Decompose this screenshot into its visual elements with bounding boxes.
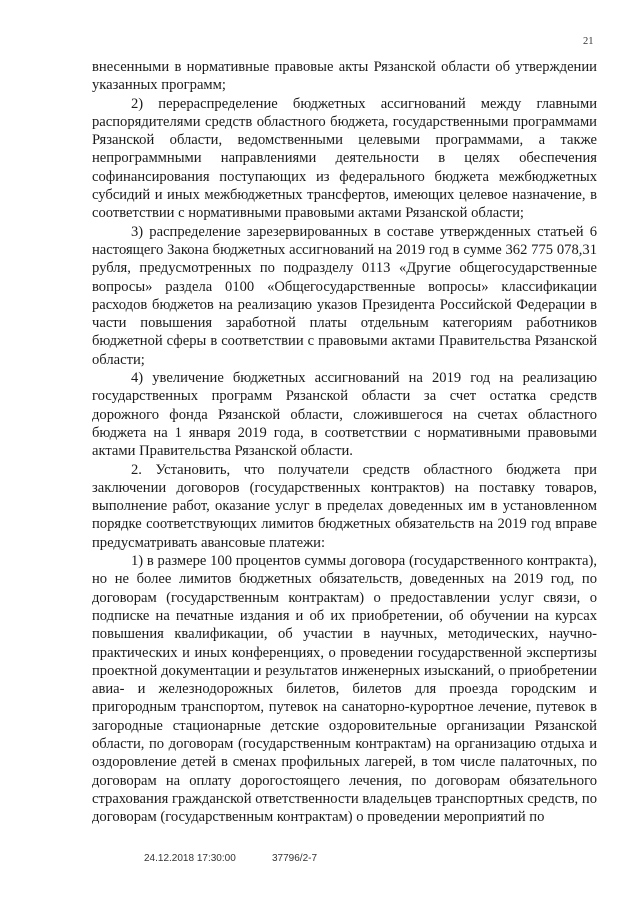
paragraph-subitem-1: 1) в размере 100 процентов суммы договора (государственного контракта), но не более лимитов бюджетных обязательств, доведенных на 2019 год, по договорам (государственным контрактам) о предоставлении услуг связи, о подписке на печатные издания и об их приобретении, об обучении на курсах повышения квалификации, об участии в научных, методических, научно-практических и иных конференциях, о проведении государственной экспертизы проектной документации и результатов инженерных изысканий, о приобретении авиа- и железнодорожных билетов, билетов для проезда городским и пригородным транспортом, путевок на санаторно-курортное лечение, путевок в загородные стационарные детские оздоровительные организации Рязанской области, по договорам (государственным контрактам) на организацию отдыха и оздоровление детей в сменах профильных лагерей, в том числе палаточных, по договорам на оплату дорогостоящего лечения, по договорам обязательного страхования гражданской ответственности владельцев транспортных средств, по договорам (государственным контрактам) о проведении мероприятий по [92,553,597,826]
footer-document-code: 37796/2-7 [272,853,318,864]
page-number: 21 [583,36,594,47]
paragraph-item-2: 2) перераспределение бюджетных ассигнований между главными распорядителями средств областного бюджета, государственными программами Рязанской области, ведомственными целевыми программами, а также непрограммными направлениями деятельности в целях обеспечения софинансирования поступающих из федерального бюджета межбюджетных субсидий и иных межбюджетных трансфертов, имеющих целевое назначение, в соответствии с нормативными правовыми актами Рязанской области; [92,95,597,222]
paragraph-item-4: 4) увеличение бюджетных ассигнований на 2019 год на реализацию государственных программ Рязанской области за счет остатка средств дорожного фонда Рязанской области, сложившегося на счетах областного бюджета на 1 января 2019 года, в соответствии с нормативными правовыми актами Правительства Рязанской области. [92,370,597,460]
paragraph-section-2: 2. Установить, что получатели средств областного бюджета при заключении договоров (государственных контрактов) на поставку товаров, выполнение работ, оказание услуг в пределах доведенных им в установленном порядке соответствующих лимитов бюджетных обязательств на 2019 год вправе предусматривать авансовые платежи: [92,461,597,551]
document-body [92,58,597,826]
footer-datetime: 24.12.2018 17:30:00 [144,853,236,864]
paragraph-continuation: внесенными в нормативные правовые акты Рязанской области об утверждении указанных программ; [92,59,597,94]
paragraph-item-3: 3) распределение зарезервированных в составе утвержденных статьей 6 настоящего Закона бюджетных ассигнований на 2019 год в сумме 362 775 078,31 рубля, предусмотренных по подразделу 0113 «Другие общегосударственные вопросы» раздела 0100 «Общегосударственные вопросы» классификации расходов бюджетов на реализацию указов Президента Российской Федерации в части повышения заработной платы отдельным категориям работников бюджетной сферы в соответствии с правовыми актами Правительства Рязанской области; [92,223,597,368]
